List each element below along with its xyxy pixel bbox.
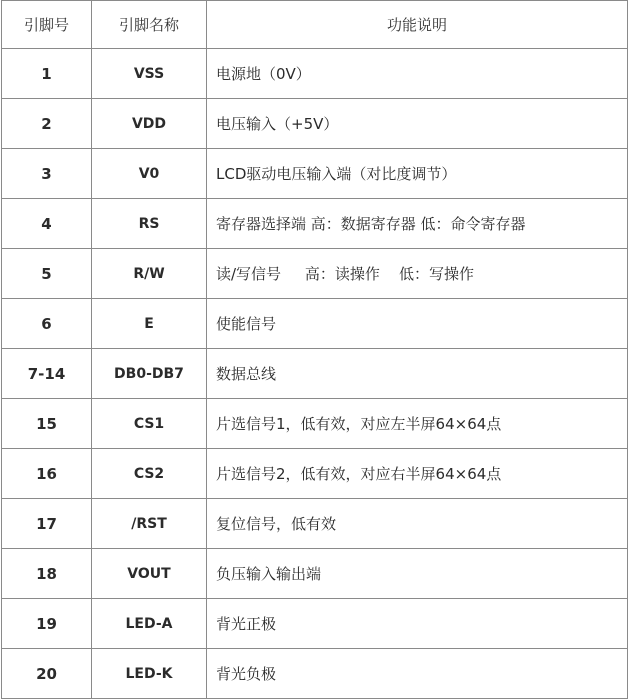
pin-number-cell: 6 <box>2 299 92 349</box>
pin-name-cell: CS2 <box>92 449 207 499</box>
pin-number-cell: 15 <box>2 399 92 449</box>
pin-definition-table <box>1 0 628 699</box>
pin-number-cell: 19 <box>2 599 92 649</box>
pin-function-cell: 电压输入（+5V） <box>207 99 628 149</box>
header-pin-number: 引脚号 <box>2 1 92 49</box>
pin-name-cell: DB0-DB7 <box>92 349 207 399</box>
pin-name-cell: LED-A <box>92 599 207 649</box>
table-row <box>2 199 628 249</box>
table-body <box>2 49 628 699</box>
table-row <box>2 599 628 649</box>
pin-name-cell: LED-K <box>92 649 207 699</box>
pin-name-cell: CS1 <box>92 399 207 449</box>
pin-number-cell: 18 <box>2 549 92 599</box>
header-pin-name: 引脚名称 <box>92 1 207 49</box>
pin-name-cell: R/W <box>92 249 207 299</box>
table-row <box>2 299 628 349</box>
table-row <box>2 399 628 449</box>
pin-function-cell: 寄存器选择端 高：数据寄存器 低：命令寄存器 <box>207 199 628 249</box>
pin-number-cell: 17 <box>2 499 92 549</box>
pin-function-cell: 片选信号2，低有效，对应右半屏64×64点 <box>207 449 628 499</box>
pin-function-cell: 数据总线 <box>207 349 628 399</box>
table-row <box>2 649 628 699</box>
pin-number-cell: 4 <box>2 199 92 249</box>
table-row <box>2 99 628 149</box>
pin-name-cell: V0 <box>92 149 207 199</box>
pin-number-cell: 2 <box>2 99 92 149</box>
pin-function-cell: 读/写信号 高：读操作 低：写操作 <box>207 249 628 299</box>
table-row <box>2 249 628 299</box>
pin-function-cell: 背光正极 <box>207 599 628 649</box>
pin-number-cell: 20 <box>2 649 92 699</box>
header-function: 功能说明 <box>207 1 628 49</box>
pin-number-cell: 1 <box>2 49 92 99</box>
pin-function-cell: 负压输入输出端 <box>207 549 628 599</box>
pin-name-cell: /RST <box>92 499 207 549</box>
pin-function-cell: LCD驱动电压输入端（对比度调节） <box>207 149 628 199</box>
pin-function-cell: 电源地（0V） <box>207 49 628 99</box>
pin-function-cell: 使能信号 <box>207 299 628 349</box>
pin-name-cell: VDD <box>92 99 207 149</box>
pin-number-cell: 3 <box>2 149 92 199</box>
table-row <box>2 149 628 199</box>
pin-name-cell: E <box>92 299 207 349</box>
pin-name-cell: VSS <box>92 49 207 99</box>
pin-function-cell: 背光负极 <box>207 649 628 699</box>
pin-name-cell: RS <box>92 199 207 249</box>
table-row <box>2 349 628 399</box>
table-row <box>2 49 628 99</box>
pin-number-cell: 16 <box>2 449 92 499</box>
pin-function-cell: 片选信号1，低有效，对应左半屏64×64点 <box>207 399 628 449</box>
pin-function-cell: 复位信号，低有效 <box>207 499 628 549</box>
pin-number-cell: 7-14 <box>2 349 92 399</box>
table-row <box>2 549 628 599</box>
table-header-row <box>2 1 628 49</box>
table-row <box>2 449 628 499</box>
pin-number-cell: 5 <box>2 249 92 299</box>
pin-name-cell: VOUT <box>92 549 207 599</box>
table-row <box>2 499 628 549</box>
